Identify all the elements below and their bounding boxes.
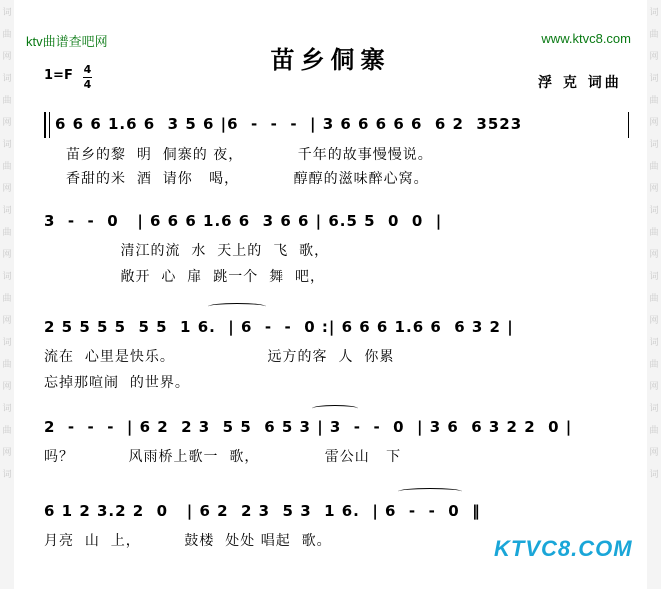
tie-slur xyxy=(398,488,462,495)
watermark-char: 网 xyxy=(2,382,12,392)
watermark-char: 网 xyxy=(2,316,12,326)
watermark-char: 词 xyxy=(649,470,659,480)
watermark-char: 曲 xyxy=(2,294,12,304)
lyrics-line-1a: 苗乡的黎 明 侗寨的 夜， 千年的故事慢慢说。 xyxy=(66,147,433,163)
watermark-char: 网 xyxy=(649,448,659,458)
right-watermark-strip xyxy=(647,0,661,589)
watermark-char: 词 xyxy=(649,404,659,414)
left-watermark-strip xyxy=(0,0,14,589)
watermark-char: 词 xyxy=(649,140,659,150)
tie-slur xyxy=(312,405,358,412)
watermark-char: 网 xyxy=(649,184,659,194)
lyrics-line-2b: 敞开 心 扉 跳一个 舞 吧， xyxy=(66,269,326,285)
key-signature: 1=F xyxy=(44,68,73,83)
watermark-char: 曲 xyxy=(649,30,659,40)
watermark-char: 词 xyxy=(2,74,12,84)
watermark-char: 曲 xyxy=(2,162,12,172)
start-repeat-thin-line xyxy=(49,112,50,138)
watermark-char: 词 xyxy=(2,470,12,480)
watermark-char: 曲 xyxy=(2,30,12,40)
watermark-char: 词 xyxy=(2,404,12,414)
tie-slur xyxy=(208,303,266,310)
watermark-char: 曲 xyxy=(649,360,659,370)
watermark-char: 网 xyxy=(649,118,659,128)
lyrics-line-4: 吗？ 风雨桥上歌一 歌， 雷公山 下 xyxy=(44,449,402,465)
watermark-char: 词 xyxy=(2,8,12,18)
time-signature xyxy=(83,64,92,91)
watermark-char: 曲 xyxy=(649,228,659,238)
lyrics-line-5: 月亮 山 上， 鼓楼 处处 唱起 歌。 xyxy=(44,533,332,549)
meter-top: 4 xyxy=(83,63,92,76)
notes-line-5: 6 1 2 3.2 2 0 | 6 2 2 3 5 3 1 6. | 6 - - 0 ‖ xyxy=(44,502,481,520)
composer-credit: 浮 克 词曲 xyxy=(538,75,622,91)
notes-line-2: 3 - - 0 | 6 6 6 1.6 6 3 6 6 | 6.5 5 0 0 | xyxy=(44,212,443,230)
lyrics-line-3b: 忘掉那喧闹 的世界。 xyxy=(44,375,190,391)
song-title: 苗乡侗寨 xyxy=(270,46,391,74)
notes-line-1: 6 6 6 1.6 6 3 5 6 |6 - - - | 3 6 6 6 6 6 6 2 3523 xyxy=(55,115,523,133)
watermark-char: 词 xyxy=(2,206,12,216)
site-url-right[interactable]: www.ktvc8.com xyxy=(541,31,631,46)
watermark-char: 词 xyxy=(2,272,12,282)
watermark-char: 曲 xyxy=(649,162,659,172)
barline xyxy=(628,112,629,138)
watermark-char: 词 xyxy=(649,206,659,216)
site-logo[interactable]: KTVC8.COM xyxy=(494,536,633,561)
watermark-char: 曲 xyxy=(649,294,659,304)
lyrics-line-2a: 清江的流 水 天上的 飞 歌， xyxy=(66,243,330,259)
site-name-left[interactable]: ktv曲谱查吧网 xyxy=(26,34,108,49)
watermark-char: 词 xyxy=(649,338,659,348)
watermark-char: 曲 xyxy=(649,426,659,436)
watermark-char: 网 xyxy=(2,448,12,458)
watermark-char: 网 xyxy=(2,250,12,260)
lyrics-line-1b: 香甜的米 酒 请你 喝， 醇醇的滋味醉心窝。 xyxy=(66,171,429,187)
watermark-char: 曲 xyxy=(2,228,12,238)
watermark-char: 网 xyxy=(2,52,12,62)
watermark-char: 网 xyxy=(2,184,12,194)
watermark-char: 曲 xyxy=(649,96,659,106)
watermark-char: 词 xyxy=(649,74,659,84)
watermark-char: 网 xyxy=(649,250,659,260)
watermark-char: 词 xyxy=(649,272,659,282)
watermark-char: 网 xyxy=(649,382,659,392)
meter-bottom: 4 xyxy=(83,78,92,91)
watermark-char: 词 xyxy=(2,140,12,150)
watermark-char: 曲 xyxy=(2,360,12,370)
lyrics-line-3a: 流在 心里是快乐。 远方的客 人 你累 xyxy=(44,349,395,365)
notes-line-4: 2 - - - | 6 2 2 3 5 5 6 5 3 | 3 - - 0 | 3 6 6 3 2 2 0 | xyxy=(44,418,573,436)
notes-line-3: 2 5 5 5 5 5 5 1 6. | 6 - - 0 :| 6 6 6 1.6 6 6 3 2 | xyxy=(44,318,514,336)
watermark-char: 词 xyxy=(649,8,659,18)
watermark-char: 词 xyxy=(2,338,12,348)
watermark-char: 曲 xyxy=(2,426,12,436)
watermark-char: 网 xyxy=(2,118,12,128)
start-repeat-barline xyxy=(44,112,46,138)
watermark-char: 曲 xyxy=(2,96,12,106)
watermark-char: 网 xyxy=(649,316,659,326)
watermark-char: 网 xyxy=(649,52,659,62)
